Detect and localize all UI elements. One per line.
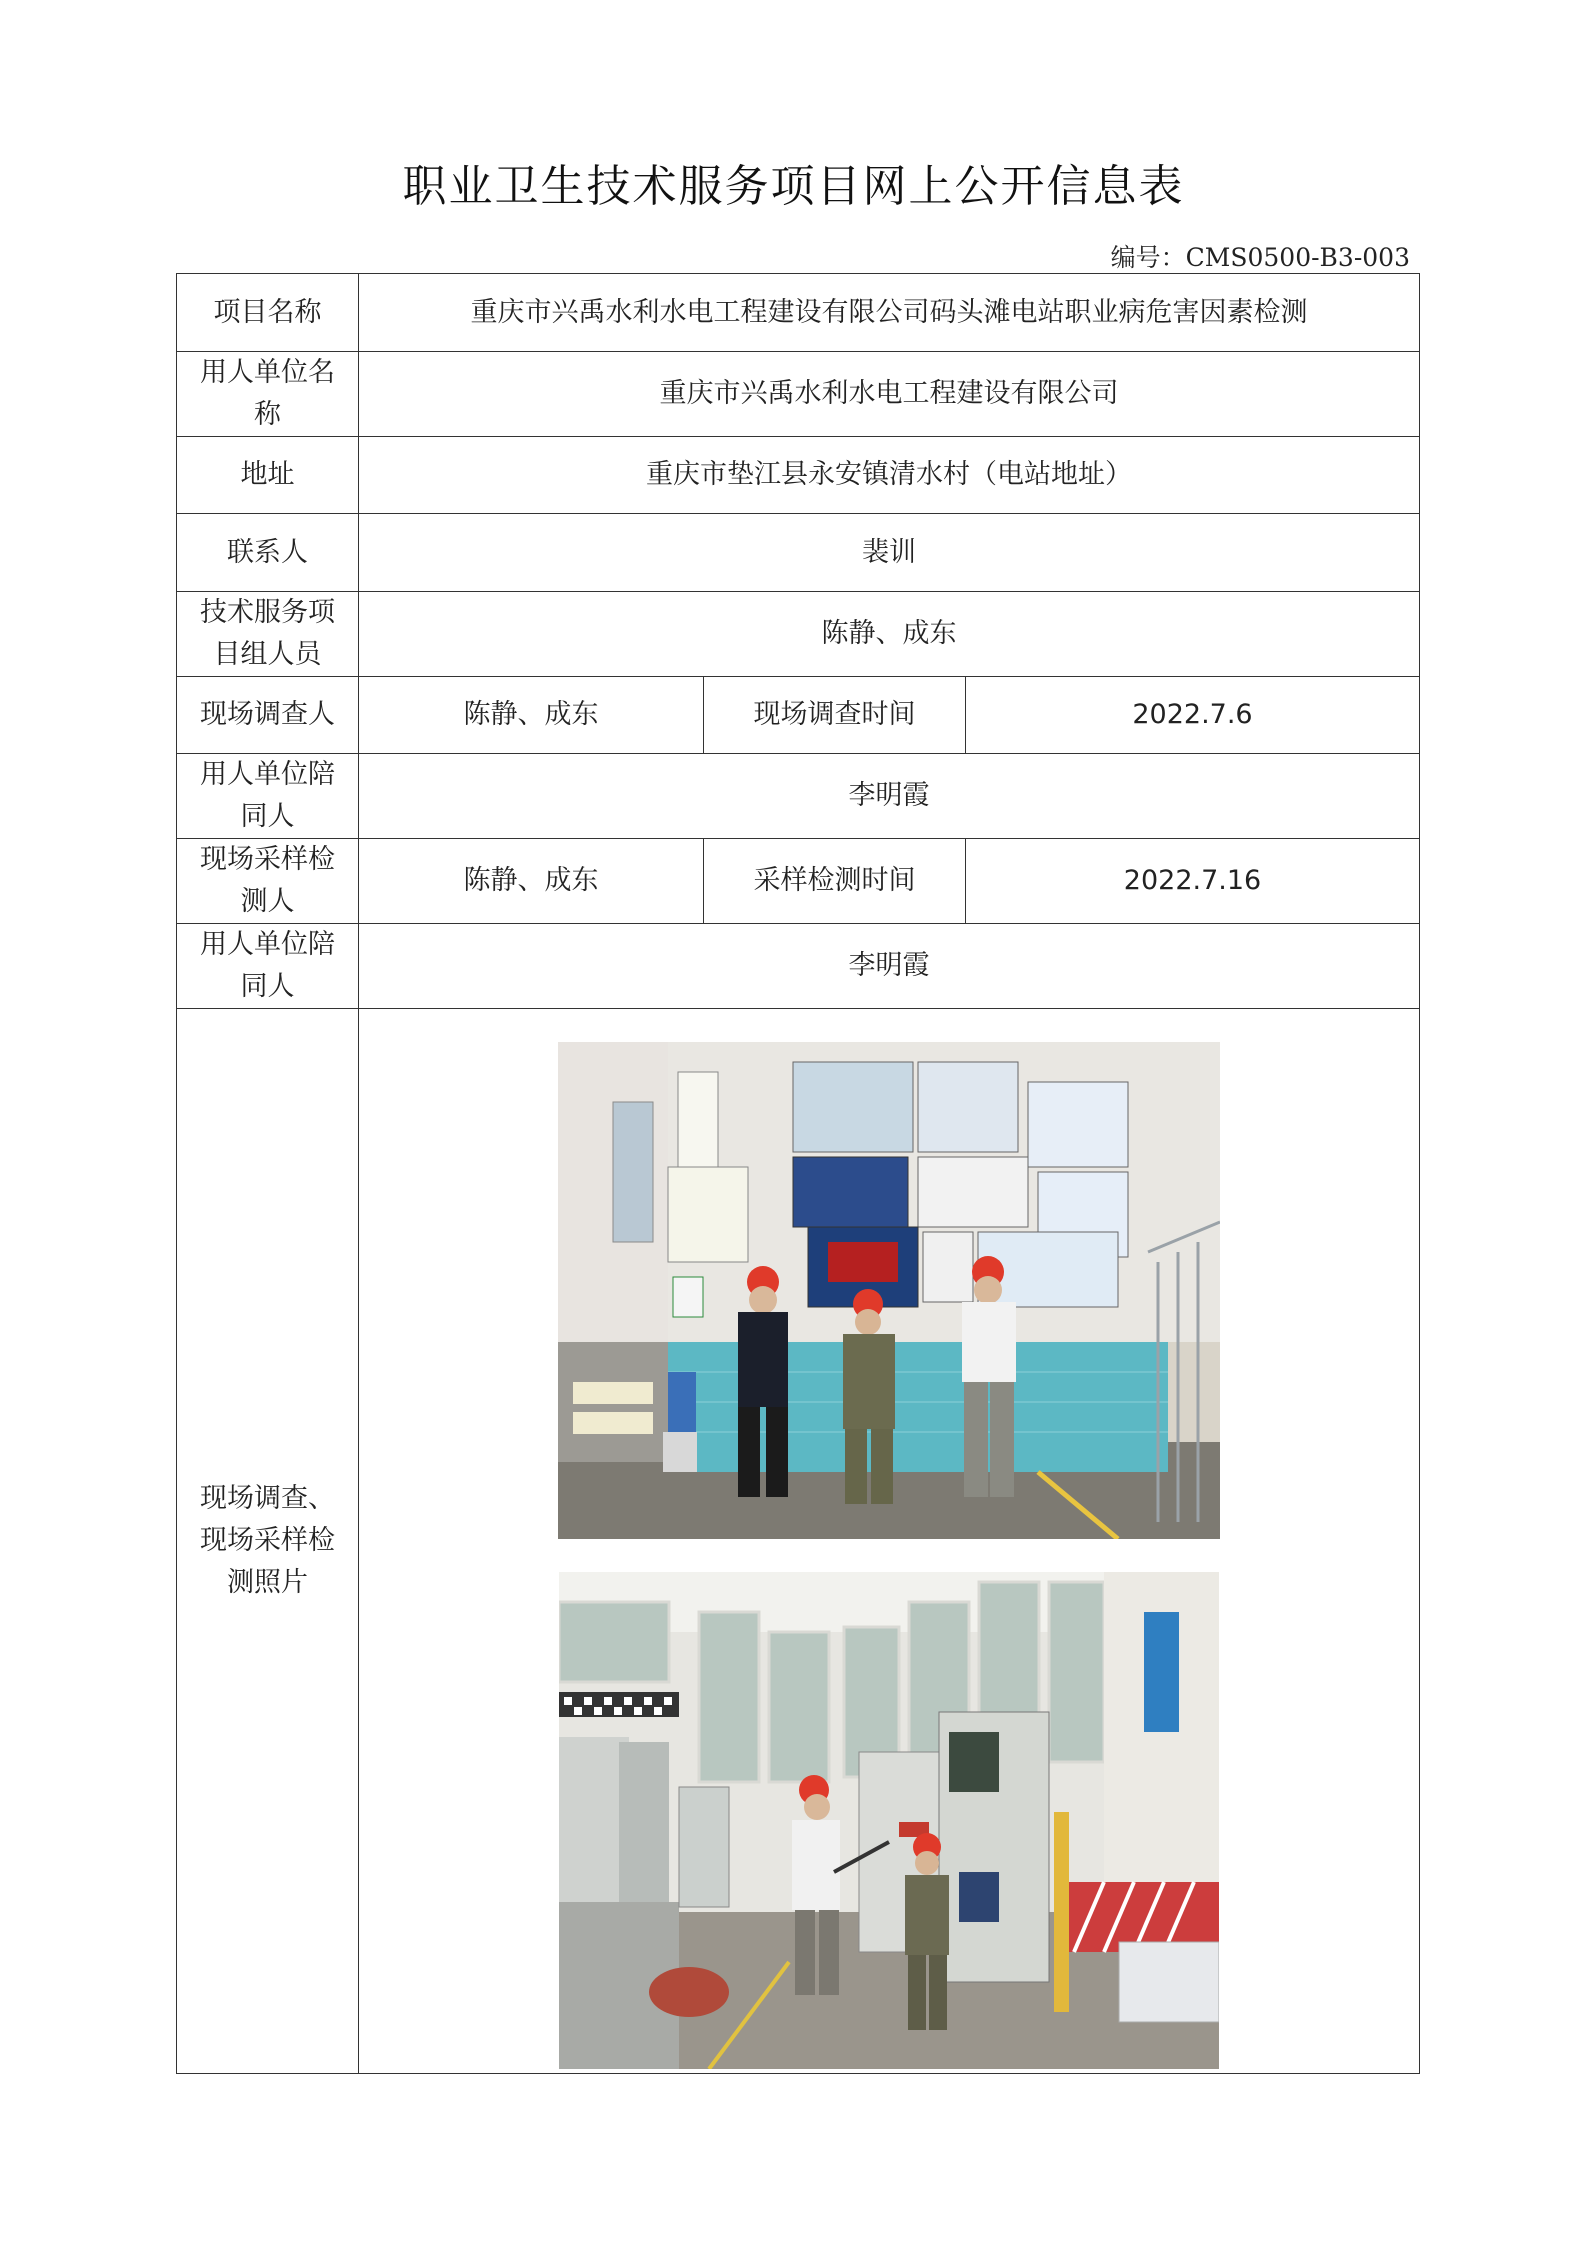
photos-cell [359,1009,1420,2074]
row-survey [177,677,1420,754]
page-title: 职业卫生技术服务项目网上公开信息表 [402,161,1185,212]
label-sampling-time: 采样检测时间 [704,839,966,924]
label-project-name: 项目名称 [177,274,359,352]
row-survey-escort [177,754,1420,839]
label-address: 地址 [177,437,359,514]
row-project-name [177,274,1420,352]
row-sampling-escort [177,924,1420,1009]
label-sampling: 现场采样检测人 [177,839,359,924]
value-survey: 陈静、成东 [359,677,704,754]
value-employer: 重庆市兴禹水利水电工程建设有限公司 [359,352,1420,437]
value-survey-escort: 李明霞 [359,754,1420,839]
document-number: 编号：CMS0500-B3-003 [1110,243,1410,272]
label-employer: 用人单位名称 [177,352,359,437]
row-contact [177,514,1420,592]
row-photos [177,1009,1420,2074]
label-sampling-escort: 用人单位陪同人 [177,924,359,1009]
row-address [177,437,1420,514]
value-survey-time: 2022.7.6 [966,677,1420,754]
value-project-name: 重庆市兴禹水利水电工程建设有限公司码头滩电站职业病危害因素检测 [359,274,1420,352]
value-sampling: 陈静、成东 [359,839,704,924]
label-survey-escort: 用人单位陪同人 [177,754,359,839]
value-contact: 裴训 [359,514,1420,592]
sampling-photo [559,1572,1219,2069]
info-table [176,273,1420,2074]
value-team: 陈静、成东 [359,592,1420,677]
label-team: 技术服务项目组人员 [177,592,359,677]
label-survey-time: 现场调查时间 [704,677,966,754]
value-address: 重庆市垫江县永安镇清水村（电站地址） [359,437,1420,514]
survey-photo [558,1042,1220,1539]
label-survey: 现场调查人 [177,677,359,754]
row-employer [177,352,1420,437]
label-photos: 现场调查、现场采样检测照片 [177,1009,359,2074]
value-sampling-escort: 李明霞 [359,924,1420,1009]
row-sampling [177,839,1420,924]
row-team [177,592,1420,677]
value-sampling-time: 2022.7.16 [966,839,1420,924]
label-contact: 联系人 [177,514,359,592]
